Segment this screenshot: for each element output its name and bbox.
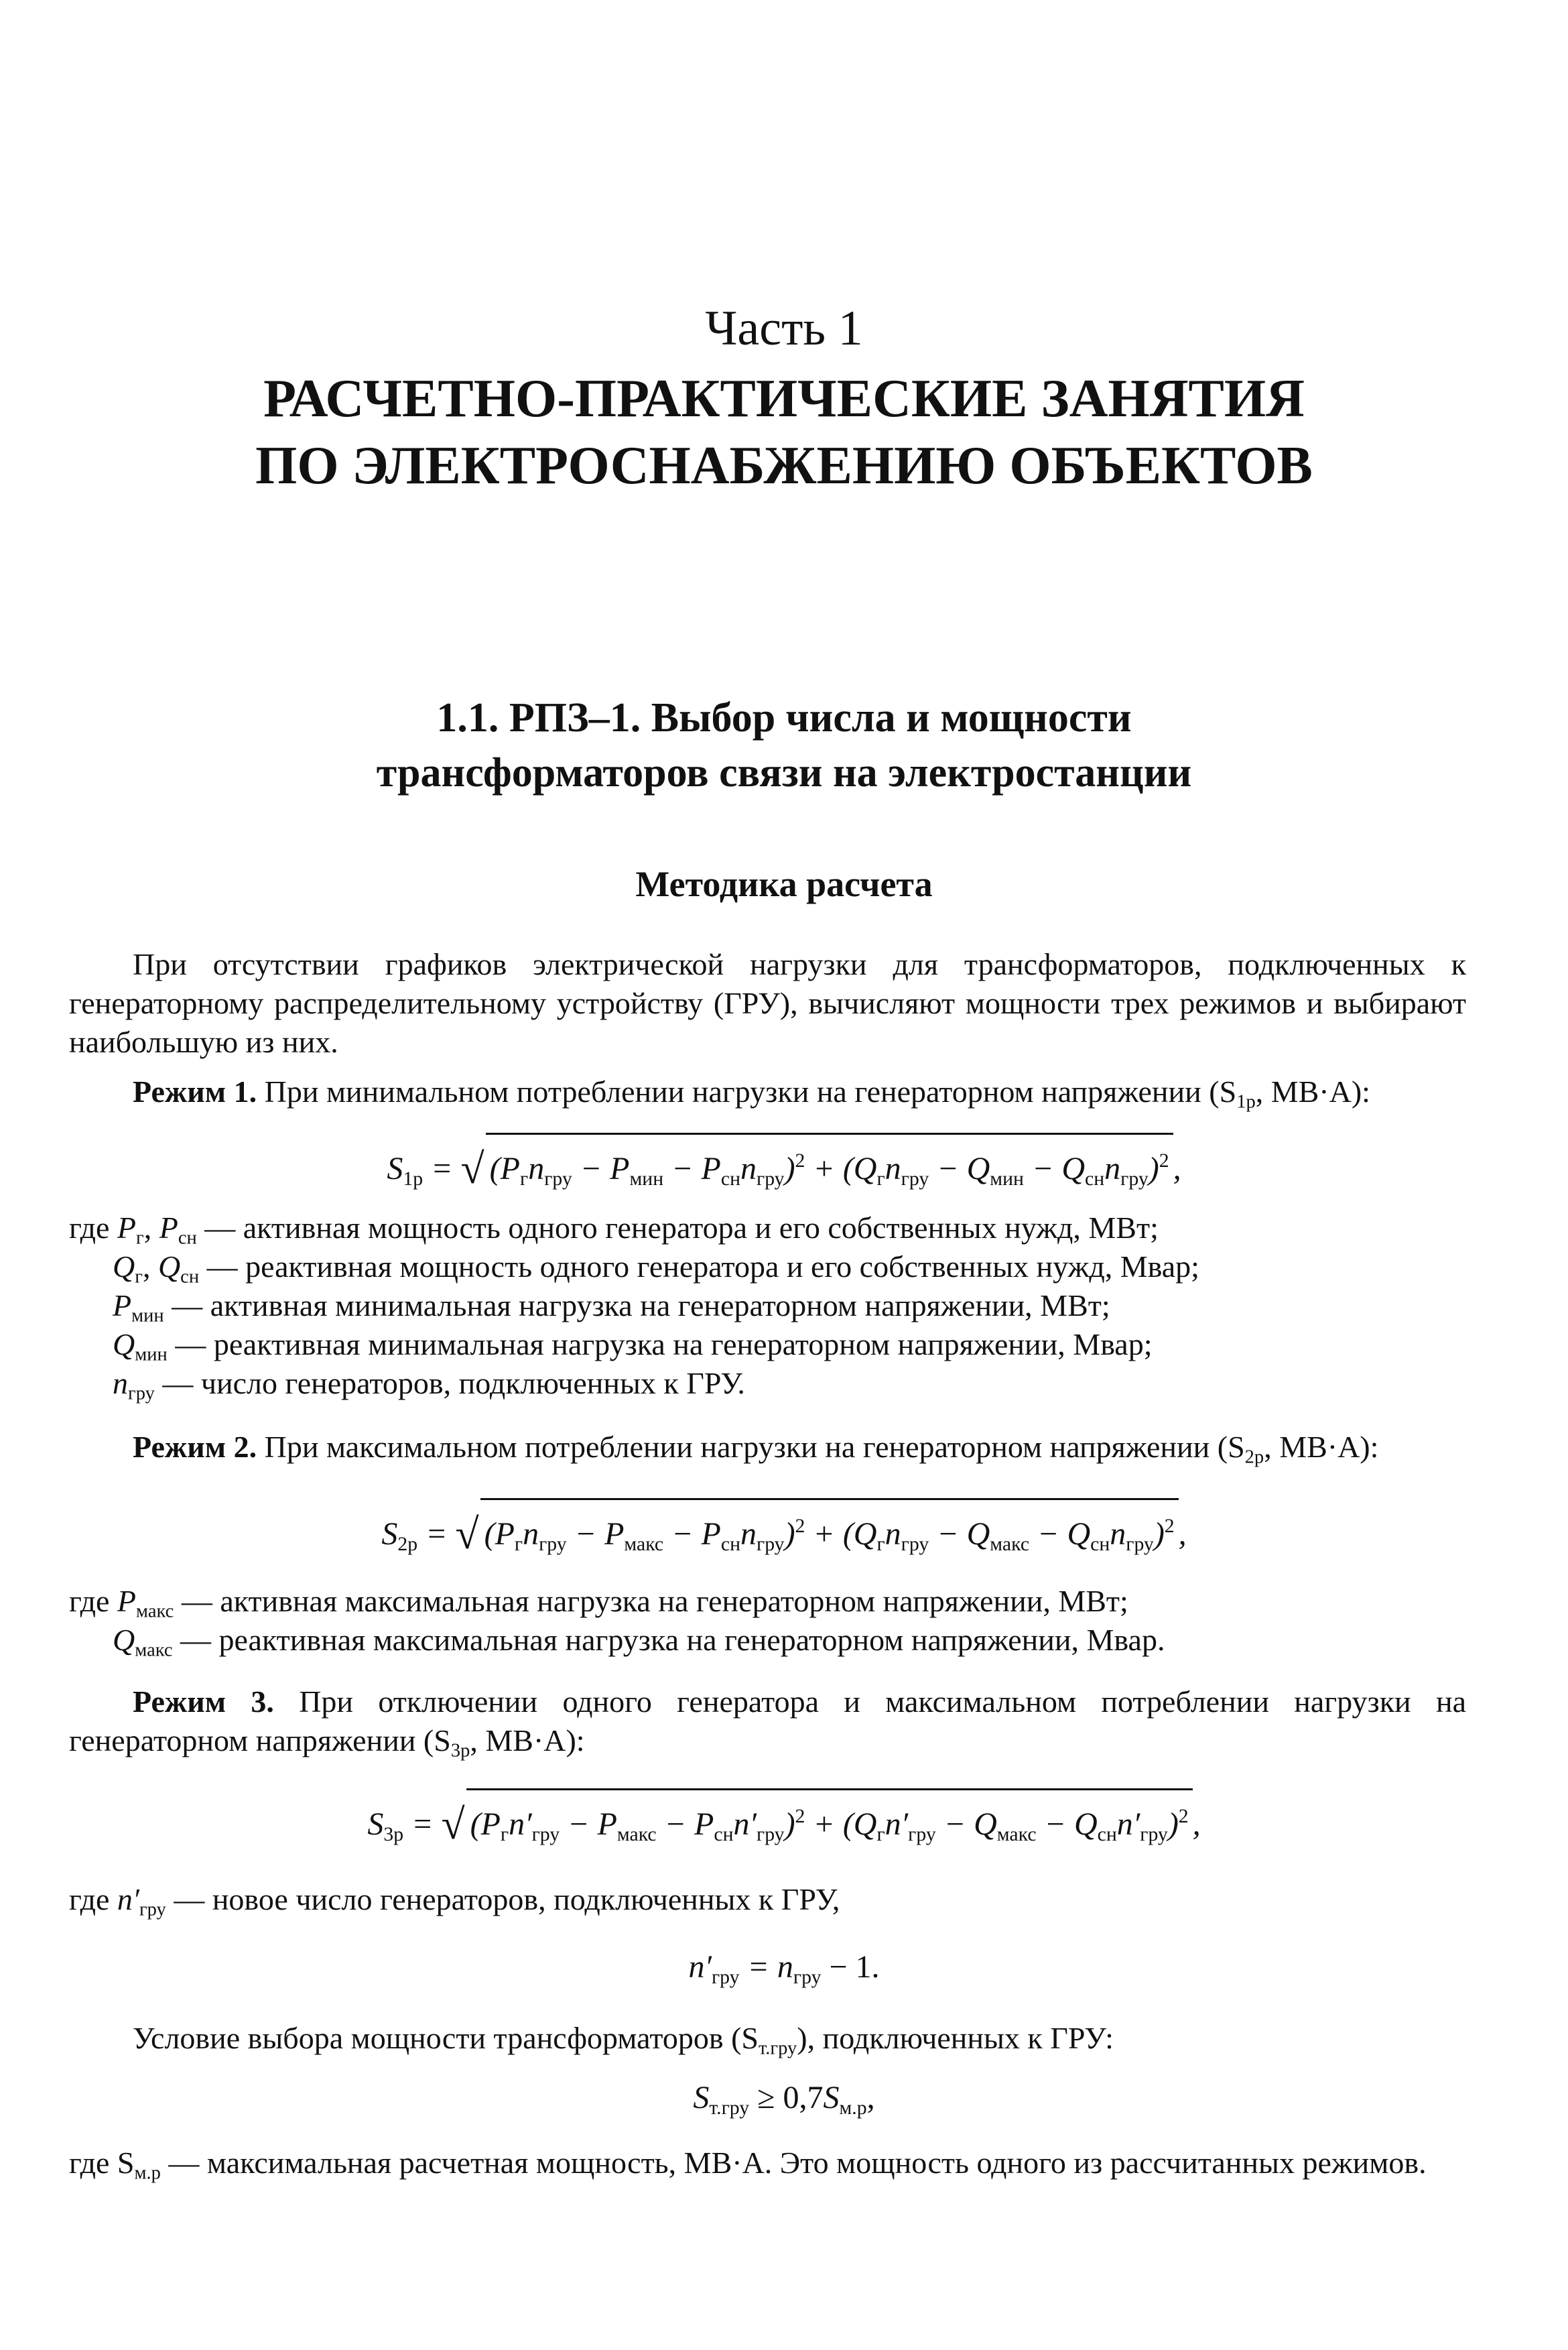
def-text: — реактивная максимальная нагрузка на генераторном напряжении, Мвар. xyxy=(172,1623,1165,1657)
def-sub: мин xyxy=(135,1344,168,1365)
def-symbol: P xyxy=(117,1211,137,1245)
def-3 xyxy=(69,1880,1466,1930)
condition-text: Условие выбора мощности трансформаторов (S xyxy=(133,2021,759,2055)
mode-3-sub: 3р xyxy=(450,1740,470,1761)
formula-4: $n'_{гру} = n_{гру} - 1$. xyxy=(688,1949,880,1988)
where-word: где xyxy=(69,1211,110,1245)
def-sub: г xyxy=(135,1266,143,1288)
final-text: — максимальная расчетная мощность, МВ·А. Это мощность одного из рассчитанных режимов. xyxy=(160,2146,1427,2180)
def-text: — новое число генераторов, подключенных к ГРУ, xyxy=(166,1882,840,1916)
mode-3-tail: , МВ·А): xyxy=(470,1723,585,1757)
section-title xyxy=(0,690,1568,800)
def-1-1: где $P_г$, $P_{сн}$ — активная мощность одного генератора и его собственных нужд, МВт; xyxy=(69,1211,1159,1249)
mode-2-sub: 2р xyxy=(1244,1446,1264,1468)
def-sub-2: сн xyxy=(178,1227,197,1249)
part-number: Часть 1 xyxy=(705,301,863,356)
def-sub-2: сн xyxy=(180,1266,200,1288)
def-symbol: Q xyxy=(113,1327,135,1361)
def-text: — реактивная минимальная нагрузка на генераторном напряжении, Мвар; xyxy=(167,1327,1153,1361)
part-title xyxy=(0,365,1568,499)
where-word: где xyxy=(69,1882,110,1916)
condition-paragraph xyxy=(69,2019,1466,2068)
def-symbol: P xyxy=(113,1288,132,1322)
subheading: Методика расчета xyxy=(635,864,933,904)
def-sub: мин xyxy=(131,1305,164,1326)
condition-sub: т.гру xyxy=(758,2038,797,2059)
final-sub: м.р xyxy=(134,2162,161,2184)
def-sub: гру xyxy=(128,1383,155,1404)
def-symbol: Q xyxy=(113,1623,135,1657)
def-sub: г xyxy=(136,1227,144,1249)
section-title-line-1: 1.1. РПЗ–1. Выбор числа и мощности xyxy=(436,695,1132,741)
mode-1-sub: 1р xyxy=(1236,1091,1256,1113)
mode-2-text: При максимальном потреблении нагрузки на генераторном напряжении (S xyxy=(264,1430,1245,1464)
part-title-line-2: ПО ЭЛЕКТРОСНАБЖЕНИЮ ОБЪЕКТОВ xyxy=(255,436,1313,495)
mode-3-text: При отключении одного генератора и максимальном потреблении нагрузки на генераторном напряжении (S xyxy=(69,1684,1466,1757)
mode-3-paragraph xyxy=(69,1682,1466,1771)
mode-2-label: Режим 2. xyxy=(133,1430,257,1464)
part-title-line-1: РАСЧЕТНО-ПРАКТИЧЕСКИЕ ЗАНЯТИЯ xyxy=(263,369,1305,428)
mode-1-label: Режим 1. xyxy=(133,1074,257,1109)
def-2-2 xyxy=(113,1621,1466,1670)
def-text: — активная мощность одного генератора и его собственных нужд, МВт; xyxy=(196,1211,1159,1245)
intro-paragraph: При отсутствии графиков электрической нагрузки для трансформаторов, подключенных к генераторному распределительному устройству (ГРУ), вычисляют мощности трех режимов и выбирают наибольшую из них. xyxy=(69,947,1466,1059)
def-symbol-2: P xyxy=(159,1211,178,1245)
where-word: где xyxy=(69,1584,110,1618)
def-symbol: n′ xyxy=(117,1882,139,1916)
def-symbol: n xyxy=(113,1366,128,1400)
formula-2: $S_{2р}$ = √ $(P_гn_{гру} - P_{макс} - P_{сн}n_{гру})^2 + (Q_гn_{гру} - Q_{макс} - Q_{сн}n_{гру})^2$ , xyxy=(0,1498,1568,1568)
final-paragraph xyxy=(69,2144,1466,2193)
mode-2-tail: , МВ·А): xyxy=(1264,1430,1379,1464)
formula-5: $S_{т.гру} \ge 0,7S_{м.р}$, xyxy=(693,2080,875,2119)
def-symbol-2: Q xyxy=(157,1249,181,1284)
def-sub: гру xyxy=(139,1899,166,1920)
formula-3: $S_{3р}$ = √ $(P_гn'_{гру} - P_{макс} - P_{сн}n'_{гру})^2 + (Q_гn'_{гру} - Q_{макс} - Q_{сн}n'_{гру})^2$ , xyxy=(0,1788,1568,1858)
def-text: — активная минимальная нагрузка на генераторном напряжении, МВт; xyxy=(164,1288,1110,1322)
mode-1-paragraph xyxy=(69,1072,1466,1122)
mode-2-paragraph xyxy=(69,1428,1466,1477)
def-text: — реактивная мощность одного генератора и его собственных нужд, Мвар; xyxy=(199,1249,1199,1284)
mode-1-text: При минимальном потреблении нагрузки на генераторном напряжении (S xyxy=(264,1074,1237,1109)
def-text: — число генераторов, подключенных к ГРУ. xyxy=(154,1366,745,1400)
mode-3-label: Режим 3. xyxy=(133,1684,274,1719)
def-sub: макс xyxy=(135,1640,173,1661)
formula-1: $S_{1р}$ = √ $(P_гn_{гру} - P_{мин} - P_{сн}n_{гру})^2 + (Q_гn_{гру} - Q_{мин} - Q_{сн}n_{гру})^2$ , xyxy=(0,1133,1568,1202)
final-where: где S xyxy=(69,2146,135,2180)
def-1-2: $Q_г$, $Q_{сн}$ — реактивная мощность одного генератора и его собственных нужд, Мвар; xyxy=(113,1249,1199,1288)
def-sub: макс xyxy=(136,1601,174,1622)
def-1-5 xyxy=(113,1364,1466,1414)
def-symbol: P xyxy=(117,1584,137,1618)
section-title-line-2: трансформаторов связи на электростанции xyxy=(376,750,1192,796)
def-symbol: Q xyxy=(113,1249,135,1284)
def-text: — активная максимальная нагрузка на генераторном напряжении, МВт; xyxy=(174,1584,1128,1618)
condition-tail: ), подключенных к ГРУ: xyxy=(797,2021,1114,2055)
mode-1-tail: , МВ·А): xyxy=(1255,1074,1370,1109)
